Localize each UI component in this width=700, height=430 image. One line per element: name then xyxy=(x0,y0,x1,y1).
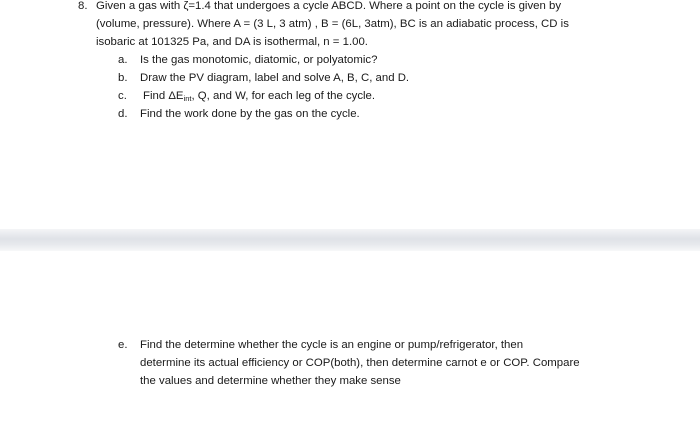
part-d-text: Find the work done by the gas on the cycle. xyxy=(140,108,360,120)
part-c-text-pre: Find ΔE xyxy=(143,90,184,102)
part-e-letter: e. xyxy=(118,339,128,351)
part-c-letter: c. xyxy=(118,90,127,102)
part-d-letter: d. xyxy=(118,108,128,120)
question-number: 8. xyxy=(78,0,88,12)
question-line-1: Given a gas with ζ=1.4 that undergoes a cycle ABCD. Where a point on the cycle is given by xyxy=(96,0,562,12)
part-a-text: Is the gas monotomic, diatomic, or polyatomic? xyxy=(140,54,378,66)
part-c-text-post: , Q, and W, for each leg of the cycle. xyxy=(191,90,376,102)
part-b-text: Draw the PV diagram, label and solve A, B, C, and D. xyxy=(140,72,410,84)
part-e-line-1: Find the determine whether the cycle is an engine or pump/refrigerator, then xyxy=(140,339,524,351)
part-a-letter: a. xyxy=(118,54,128,66)
question-line-3: isobaric at 101325 Pa, and DA is isothermal, n = 1.00. xyxy=(96,36,368,48)
part-e-line-3: the values and determine whether they make sense xyxy=(140,375,401,387)
part-b-letter: b. xyxy=(118,72,128,84)
part-c-subscript: int xyxy=(183,94,192,103)
question-line-2: (volume, pressure). Where A = (3 L, 3 atm) , B = (6L, 3atm), BC is an adiabatic process, CD is xyxy=(96,18,569,30)
part-e-line-2: determine its actual efficiency or COP(both), then determine carnot e or COP. Compare xyxy=(140,357,580,369)
